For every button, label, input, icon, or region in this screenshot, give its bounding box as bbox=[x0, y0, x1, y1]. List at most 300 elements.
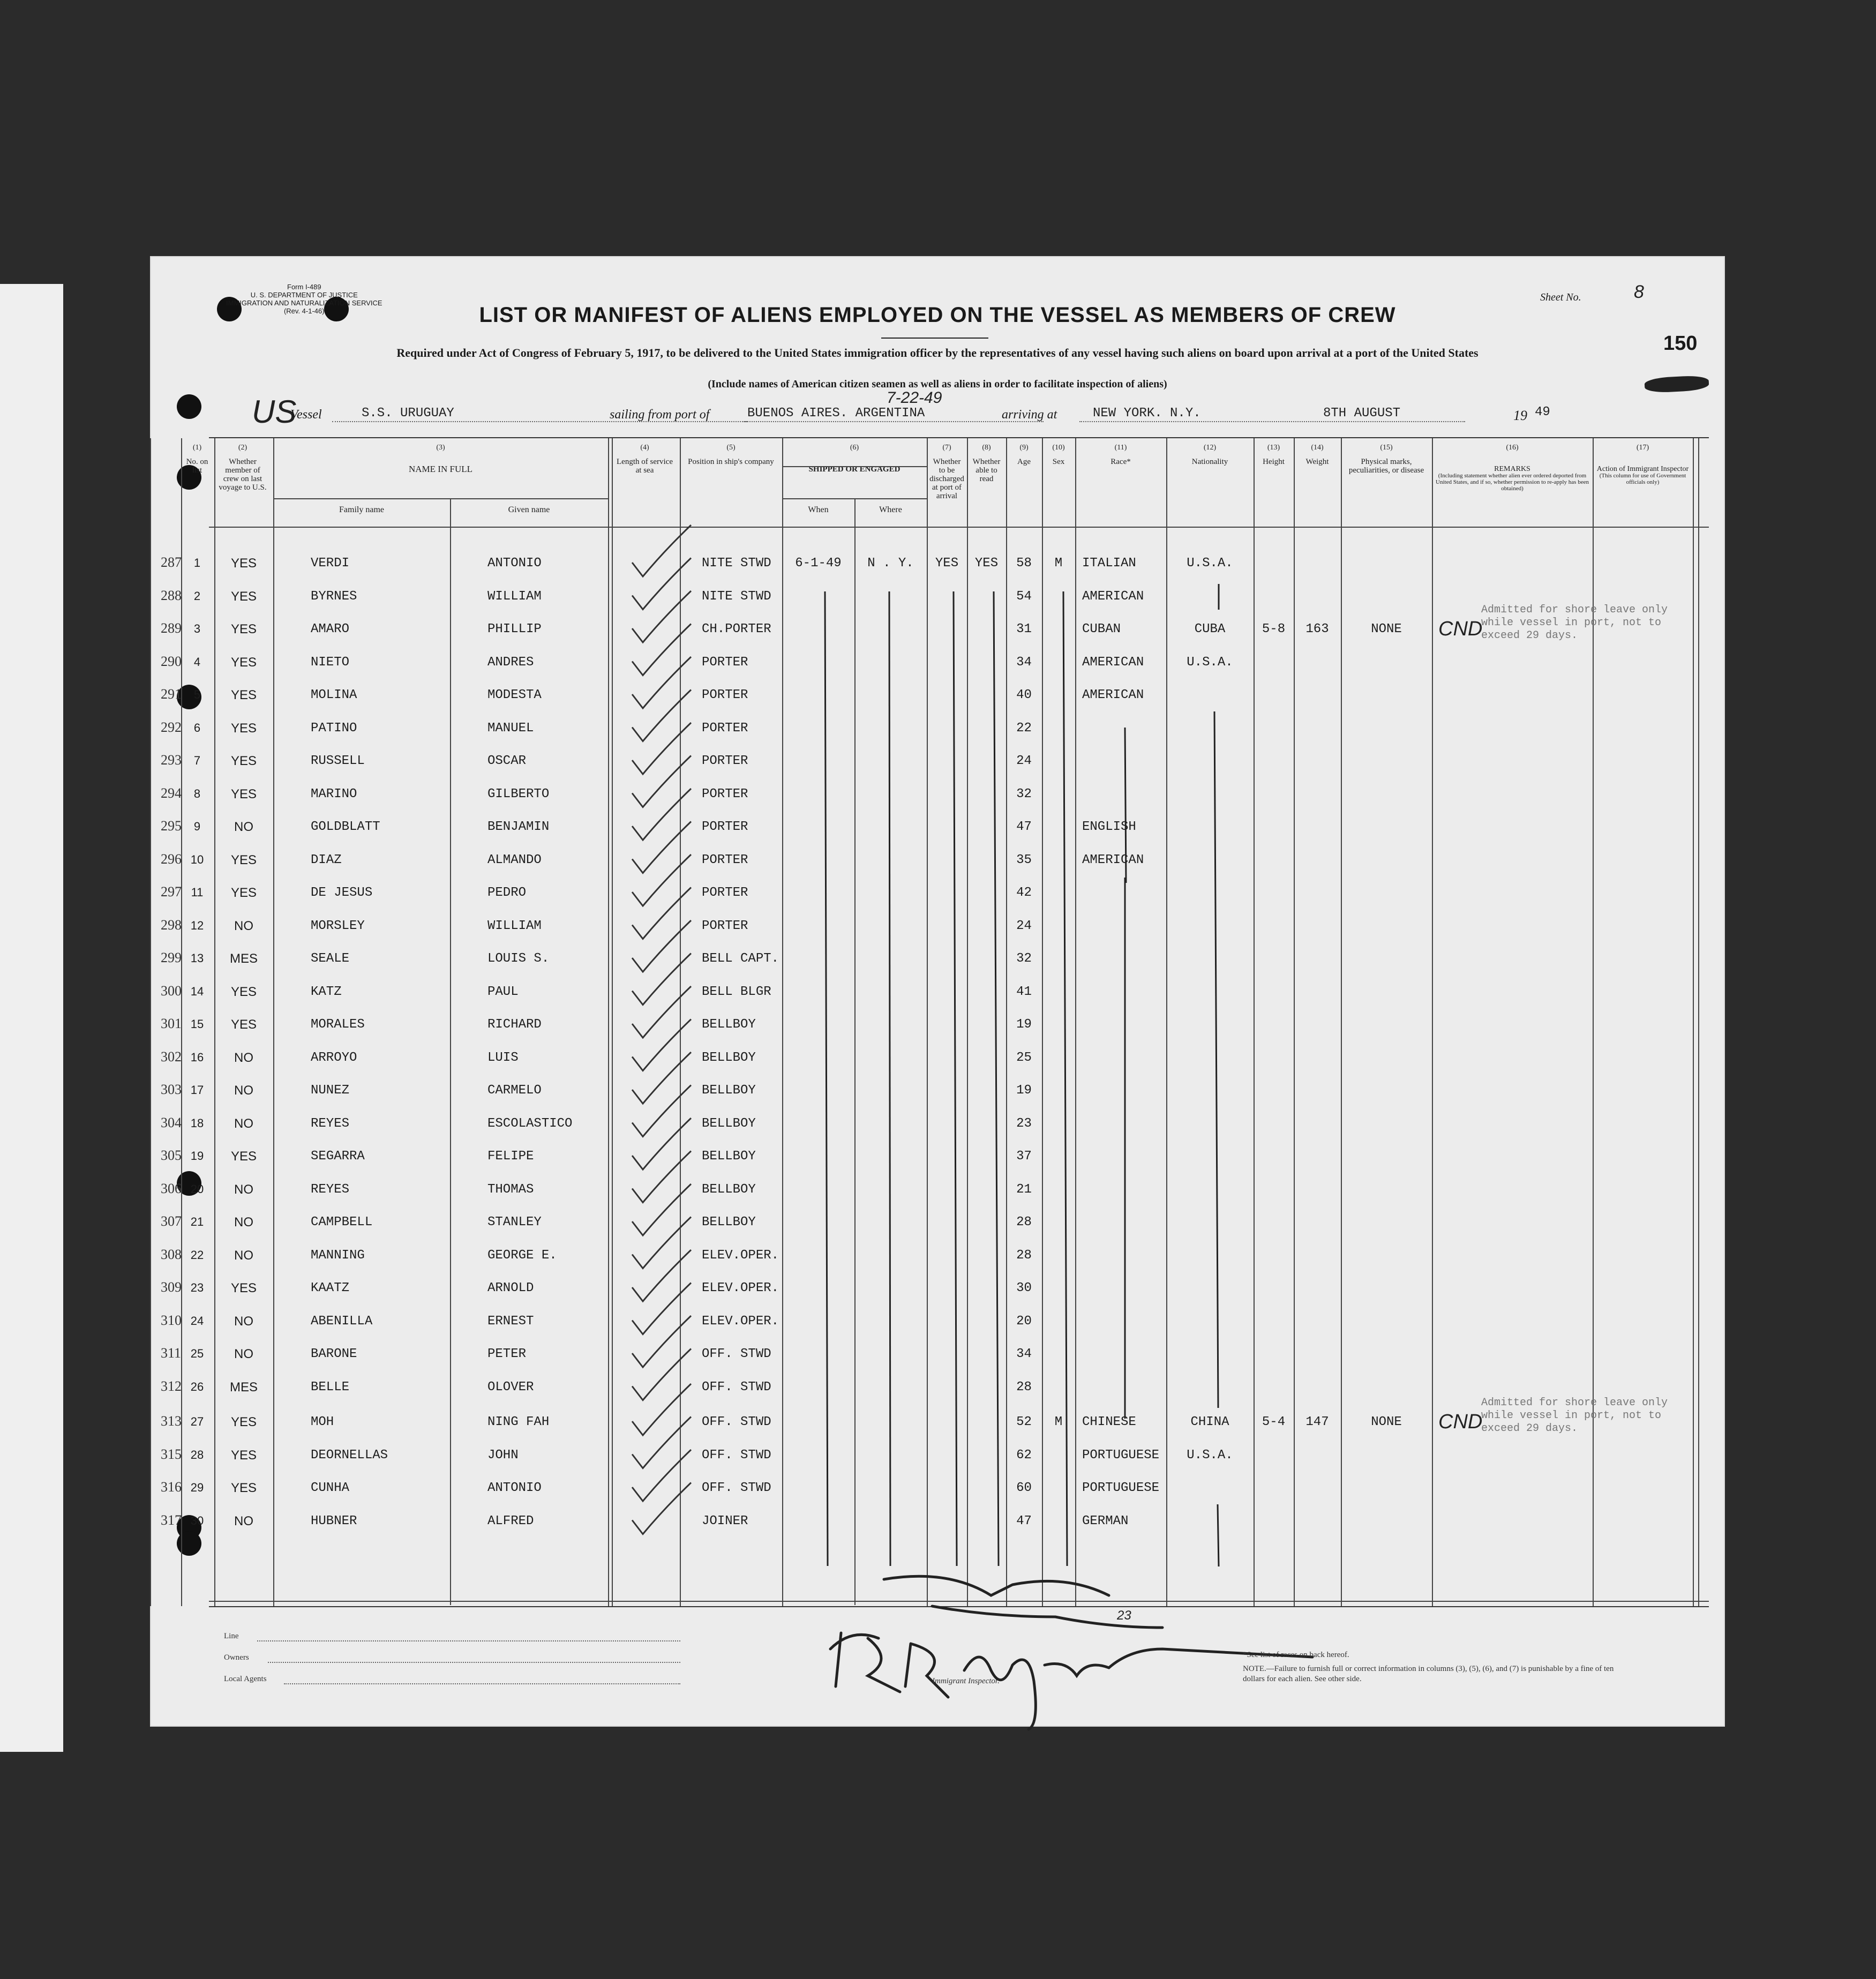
cell-no: 2 bbox=[193, 589, 201, 603]
form-department: U. S. DEPARTMENT OF JUSTICE bbox=[250, 291, 358, 299]
stamp-number: 150 bbox=[1663, 332, 1698, 355]
cell-family: GOLDBLATT bbox=[311, 820, 380, 834]
cell-race: AMERICAN bbox=[1082, 852, 1144, 867]
line-number: 304 bbox=[161, 1114, 182, 1130]
line-number: 309 bbox=[161, 1279, 182, 1295]
column-number-c9: (9) bbox=[1019, 444, 1029, 452]
cell-family: MARINO bbox=[311, 786, 357, 801]
cell-family: SEALE bbox=[311, 951, 350, 966]
cell-given: FELIPE bbox=[487, 1149, 534, 1164]
cell-last: YES bbox=[230, 688, 257, 702]
cell-last: NO bbox=[234, 1182, 253, 1197]
cell-position: BELLBOY bbox=[702, 1182, 756, 1197]
cell-last: YES bbox=[230, 1415, 257, 1429]
line-number: 315 bbox=[161, 1446, 182, 1462]
form-service: IMMIGRATION AND NATURALIZATION SERVICE bbox=[226, 299, 382, 307]
column-header-c16: REMARKS bbox=[1494, 465, 1530, 473]
cell-no: 18 bbox=[190, 1116, 204, 1130]
cell-race: AMERICAN bbox=[1082, 589, 1144, 604]
cell-weight: 163 bbox=[1305, 622, 1329, 636]
cell-no: 4 bbox=[193, 655, 201, 669]
cell-last: NO bbox=[234, 918, 253, 933]
cell-last: NO bbox=[234, 820, 253, 834]
cell-disch: YES bbox=[935, 556, 959, 571]
cell-age: 40 bbox=[1016, 688, 1032, 702]
cell-position: PORTER bbox=[702, 918, 748, 933]
column-subheader-c6a: When bbox=[808, 505, 829, 514]
cell-given: OLOVER bbox=[487, 1380, 534, 1395]
cell-race: AMERICAN bbox=[1082, 688, 1144, 702]
column-number-c3: (3) bbox=[436, 444, 445, 452]
cell-position: PORTER bbox=[702, 786, 748, 801]
cell-given: LOUIS S. bbox=[487, 951, 550, 966]
cell-family: MORSLEY bbox=[311, 918, 365, 933]
cell-no: 22 bbox=[190, 1248, 204, 1262]
cell-age: 34 bbox=[1016, 1347, 1032, 1361]
cell-given: ANDRES bbox=[487, 655, 534, 670]
cell-family: PATINO bbox=[311, 721, 357, 736]
cell-last: YES bbox=[230, 1281, 257, 1295]
line-number: 305 bbox=[161, 1148, 182, 1163]
cell-last: YES bbox=[230, 721, 257, 736]
cell-given: RICHARD bbox=[487, 1017, 542, 1032]
cell-last: YES bbox=[230, 1149, 257, 1164]
cell-age: 19 bbox=[1016, 1017, 1032, 1032]
line-number: 294 bbox=[161, 785, 182, 801]
cell-last: YES bbox=[230, 1017, 257, 1032]
cell-no: 21 bbox=[190, 1215, 204, 1228]
cell-family: NIETO bbox=[311, 655, 350, 670]
cell-position: OFF. STWD bbox=[702, 1481, 771, 1495]
cell-remarks: Admitted for shore leave only while vessel in port, not to exceed 29 days. bbox=[1481, 604, 1668, 642]
cell-age: 35 bbox=[1016, 852, 1032, 867]
cell-position: PORTER bbox=[702, 886, 748, 900]
column-header-c9: Age bbox=[1017, 458, 1031, 466]
cell-position: ELEV.OPER. bbox=[702, 1314, 779, 1329]
line-number: 299 bbox=[161, 950, 182, 965]
us-mark: US bbox=[252, 394, 297, 430]
cell-race: PORTUGUESE bbox=[1082, 1448, 1160, 1463]
fine-note: NOTE.—Failure to furnish full or correct information in columns (3), (5), (6), and (7) is punishable by a fine of ten dollars for each alien. See other side. bbox=[1243, 1665, 1614, 1683]
arrival-year: 49 bbox=[1535, 405, 1550, 419]
cell-when: 6-1-49 bbox=[795, 556, 842, 571]
column-number-c12: (12) bbox=[1203, 444, 1217, 452]
cell-family: BARONE bbox=[311, 1347, 357, 1361]
cell-last: YES bbox=[230, 984, 257, 999]
line-number: 290 bbox=[161, 653, 182, 669]
cell-position: NITE STWD bbox=[702, 589, 771, 604]
cell-age: 32 bbox=[1016, 951, 1032, 966]
from-port: BUENOS AIRES. ARGENTINA bbox=[747, 406, 925, 421]
line-number: 296 bbox=[161, 851, 182, 867]
cell-no: 11 bbox=[191, 886, 204, 899]
cell-given: WILLIAM bbox=[487, 918, 542, 933]
line-number: 287 bbox=[161, 554, 182, 570]
cell-sex: M bbox=[1054, 1415, 1063, 1429]
cell-given: ANTONIO bbox=[487, 1481, 542, 1495]
cell-given: ANTONIO bbox=[487, 556, 542, 571]
cell-family: CUNHA bbox=[311, 1481, 350, 1495]
ditto-lines bbox=[150, 256, 1725, 1727]
cell-age: 47 bbox=[1016, 820, 1032, 834]
line-number: 307 bbox=[161, 1213, 182, 1229]
cell-last: NO bbox=[234, 1050, 253, 1065]
cell-last: NO bbox=[234, 1083, 253, 1098]
cell-age: 30 bbox=[1016, 1281, 1032, 1295]
cell-given: ERNEST bbox=[487, 1314, 534, 1329]
cell-family: ARROYO bbox=[311, 1050, 357, 1065]
cell-last: YES bbox=[230, 886, 257, 900]
line-number: 311 bbox=[161, 1345, 182, 1361]
cell-last: YES bbox=[230, 655, 257, 670]
page-subtitle: Required under Act of Congress of February 5, 1917, to be delivered to the United States immigration officer by the representatives of any vessel having such aliens on board upon arrival at a port of the United States bbox=[396, 346, 1479, 359]
cell-last: NO bbox=[234, 1215, 253, 1230]
cell-last: NO bbox=[234, 1347, 253, 1361]
cell-position: BELLBOY bbox=[702, 1116, 756, 1131]
line-label: Line bbox=[224, 1632, 239, 1640]
line-number: 310 bbox=[161, 1312, 182, 1328]
cell-family: MORALES bbox=[311, 1017, 365, 1032]
column-header-c10: Sex bbox=[1052, 458, 1065, 466]
cell-no: 27 bbox=[190, 1415, 204, 1428]
column-header-c17: Action of Immigrant Inspector bbox=[1596, 465, 1689, 473]
cell-age: 20 bbox=[1016, 1314, 1032, 1329]
cell-family: BELLE bbox=[311, 1380, 350, 1395]
cell-no: 14 bbox=[190, 984, 204, 998]
cell-no: 15 bbox=[190, 1017, 204, 1031]
cell-age: 34 bbox=[1016, 655, 1032, 670]
column-number-c7: (7) bbox=[942, 444, 951, 452]
column-note-c16b: (Including statement whether alien ever ordered deported from United States, and if so, whether permission to re-apply has been obtained) bbox=[1436, 473, 1589, 492]
cell-age: 25 bbox=[1016, 1050, 1032, 1065]
column-header-c12: Nationality bbox=[1191, 458, 1228, 466]
cell-remarks: Admitted for shore leave only while vessel in port, not to exceed 29 days. bbox=[1481, 1397, 1668, 1435]
cell-position: BELL BLGR bbox=[702, 984, 771, 999]
count-note: 23 bbox=[1117, 1608, 1131, 1623]
cell-position: OFF. STWD bbox=[702, 1415, 771, 1429]
cell-no: 26 bbox=[190, 1380, 204, 1393]
cell-given: PHILLIP bbox=[487, 622, 542, 636]
inspector-signature bbox=[787, 1563, 1323, 1735]
column-note-c17b: (This column for use of Government officials only) bbox=[1599, 473, 1686, 485]
column-header-c8: Whether able to read bbox=[972, 458, 1001, 483]
owners-label: Owners bbox=[224, 1653, 249, 1662]
cell-position: PORTER bbox=[702, 754, 748, 768]
cell-last: YES bbox=[230, 1448, 257, 1463]
cell-race: ITALIAN bbox=[1082, 556, 1136, 571]
cell-family: MOLINA bbox=[311, 688, 357, 702]
cell-no: 19 bbox=[190, 1149, 204, 1163]
cell-position: OFF. STWD bbox=[702, 1448, 771, 1463]
cell-no: 9 bbox=[193, 820, 201, 833]
cell-given: MODESTA bbox=[487, 688, 542, 702]
manifest-sheet bbox=[150, 256, 1725, 1727]
cell-last: NO bbox=[234, 1513, 253, 1528]
cell-given: ESCOLASTICO bbox=[487, 1116, 573, 1131]
cell-given: ALFRED bbox=[487, 1513, 534, 1528]
cell-given: NING FAH bbox=[487, 1415, 550, 1429]
cell-race: GERMAN bbox=[1082, 1513, 1129, 1528]
vessel-name: S.S. URUGUAY bbox=[362, 406, 454, 421]
cell-last: MES bbox=[229, 1380, 258, 1395]
cell-no: 13 bbox=[190, 951, 204, 965]
cell-no: 23 bbox=[190, 1281, 204, 1294]
column-header-c15: Physical marks, peculiarities, or disease bbox=[1348, 458, 1424, 475]
column-number-c5: (5) bbox=[726, 444, 736, 452]
inspector-mark: CND bbox=[1438, 618, 1483, 640]
vessel-label: Vessel bbox=[290, 408, 322, 422]
arriving-label: arriving at bbox=[1002, 408, 1057, 422]
cell-family: MOH bbox=[311, 1415, 334, 1429]
cell-race: PORTUGUESE bbox=[1082, 1481, 1160, 1495]
cell-given: GEORGE E. bbox=[487, 1248, 557, 1263]
inspector-label: Immigrant Inspector. bbox=[932, 1677, 1000, 1685]
inspector-mark: CND bbox=[1438, 1411, 1483, 1433]
cell-last: MES bbox=[229, 951, 258, 966]
column-subheader-c3a: Family name bbox=[339, 505, 384, 514]
cell-family: NUNEZ bbox=[311, 1083, 350, 1098]
cell-position: PORTER bbox=[702, 820, 748, 834]
cell-given: STANLEY bbox=[487, 1215, 542, 1230]
cell-given: GILBERTO bbox=[487, 786, 550, 801]
column-number-c6: (6) bbox=[850, 444, 859, 452]
cell-given: WILLIAM bbox=[487, 589, 542, 604]
cell-position: BELL CAPT. bbox=[702, 951, 779, 966]
sailing-label: sailing from port of bbox=[610, 408, 710, 422]
arrival-port: NEW YORK. N.Y. bbox=[1093, 406, 1201, 421]
cell-family: KAATZ bbox=[311, 1281, 350, 1295]
cell-race: CHINESE bbox=[1082, 1415, 1136, 1429]
cell-family: REYES bbox=[311, 1116, 350, 1131]
cell-position: NITE STWD bbox=[702, 556, 771, 571]
cell-no: 24 bbox=[190, 1314, 204, 1328]
line-number: 312 bbox=[161, 1378, 182, 1394]
cell-weight: 147 bbox=[1305, 1415, 1329, 1429]
cell-last: YES bbox=[230, 556, 257, 571]
cell-no: 3 bbox=[193, 622, 201, 635]
cell-position: CH.PORTER bbox=[702, 622, 771, 636]
line-number: 289 bbox=[161, 620, 182, 636]
cell-position: PORTER bbox=[702, 688, 748, 702]
column-subheader-c3b: Given name bbox=[508, 505, 550, 514]
cell-no: 30 bbox=[190, 1513, 204, 1527]
cell-position: PORTER bbox=[702, 721, 748, 736]
column-header-c13: Height bbox=[1263, 458, 1285, 466]
cell-given: PEDRO bbox=[487, 886, 527, 900]
line-number: 288 bbox=[161, 587, 182, 603]
cell-nat: U.S.A. bbox=[1187, 556, 1233, 571]
cell-no: 7 bbox=[193, 754, 201, 767]
cell-family: VERDI bbox=[311, 556, 350, 571]
column-number-c16: (16) bbox=[1506, 444, 1519, 452]
line-number: 316 bbox=[161, 1479, 182, 1495]
column-number-c2: (2) bbox=[238, 444, 247, 452]
cell-no: 1 bbox=[193, 556, 201, 569]
cell-position: ELEV.OPER. bbox=[702, 1248, 779, 1263]
cell-given: LUIS bbox=[487, 1050, 519, 1065]
line-number: 293 bbox=[161, 752, 182, 768]
cell-no: 17 bbox=[190, 1083, 204, 1097]
line-number: 313 bbox=[161, 1413, 182, 1429]
cell-age: 42 bbox=[1016, 886, 1032, 900]
cell-given: THOMAS bbox=[487, 1182, 534, 1197]
cell-no: 25 bbox=[190, 1347, 204, 1360]
column-number-c1: (1) bbox=[192, 444, 202, 452]
cell-given: BENJAMIN bbox=[487, 820, 550, 834]
race-note: *See list of races on back hereof. bbox=[1243, 1651, 1349, 1659]
cell-family: CAMPBELL bbox=[311, 1215, 373, 1230]
cell-age: 23 bbox=[1016, 1116, 1032, 1131]
cell-family: DE JESUS bbox=[311, 886, 373, 900]
column-number-c17: (17) bbox=[1636, 444, 1649, 452]
cell-where: N . Y. bbox=[867, 556, 914, 571]
cell-no: 12 bbox=[190, 918, 204, 932]
cell-last: NO bbox=[234, 1314, 253, 1329]
cell-no: 8 bbox=[193, 786, 201, 800]
column-number-c13: (13) bbox=[1267, 444, 1280, 452]
line-number: 292 bbox=[161, 719, 182, 735]
cell-family: SEGARRA bbox=[311, 1149, 365, 1164]
cell-last: YES bbox=[230, 622, 257, 636]
cell-given: PETER bbox=[487, 1347, 527, 1361]
page-title: LIST OR MANIFEST OF ALIENS EMPLOYED ON THE VESSEL AS MEMBERS OF CREW bbox=[479, 303, 1396, 327]
cell-age: 21 bbox=[1016, 1182, 1032, 1197]
cell-sex: M bbox=[1054, 556, 1063, 571]
cell-position: BELLBOY bbox=[702, 1215, 756, 1230]
column-number-c15: (15) bbox=[1380, 444, 1393, 452]
line-number: 302 bbox=[161, 1048, 182, 1065]
cell-age: 60 bbox=[1016, 1481, 1032, 1495]
column-header-c5: Position in ship's company bbox=[688, 458, 774, 466]
cell-position: PORTER bbox=[702, 852, 748, 867]
cell-last: YES bbox=[230, 852, 257, 867]
column-number-c8: (8) bbox=[982, 444, 991, 452]
column-header-c7: Whether to be discharged at port of arrival bbox=[929, 458, 964, 500]
cell-age: 54 bbox=[1016, 589, 1032, 604]
cell-position: BELLBOY bbox=[702, 1017, 756, 1032]
cell-age: 32 bbox=[1016, 786, 1032, 801]
cell-age: 24 bbox=[1016, 918, 1032, 933]
sheet-number: 8 bbox=[1634, 282, 1644, 302]
cell-age: 28 bbox=[1016, 1215, 1032, 1230]
cell-age: 22 bbox=[1016, 721, 1032, 736]
column-header-c4: Length of service at sea bbox=[617, 458, 673, 475]
line-number: 291 bbox=[161, 686, 182, 702]
arrival-date: 8TH AUGUST bbox=[1323, 406, 1401, 421]
cell-nat: CHINA bbox=[1190, 1415, 1229, 1429]
cell-age: 28 bbox=[1016, 1380, 1032, 1395]
cell-height: 5-4 bbox=[1262, 1415, 1286, 1429]
cell-given: MANUEL bbox=[487, 721, 534, 736]
cell-position: BELLBOY bbox=[702, 1149, 756, 1164]
column-number-c14: (14) bbox=[1311, 444, 1324, 452]
cell-family: DEORNELLAS bbox=[311, 1448, 388, 1463]
cell-family: MANNING bbox=[311, 1248, 365, 1263]
cell-family: KATZ bbox=[311, 984, 342, 999]
cell-nat: U.S.A. bbox=[1187, 655, 1233, 670]
column-header-c11: Race* bbox=[1110, 458, 1131, 466]
cell-given: ARNOLD bbox=[487, 1281, 534, 1295]
sheet-label: Sheet No. bbox=[1540, 291, 1581, 303]
cell-height: 5-8 bbox=[1262, 622, 1286, 636]
cell-nat: CUBA bbox=[1194, 622, 1226, 636]
line-number: 295 bbox=[161, 818, 182, 834]
form-revision: (Rev. 4-1-46) bbox=[283, 307, 325, 315]
cell-last: YES bbox=[230, 1481, 257, 1495]
column-number-c10: (10) bbox=[1052, 444, 1065, 452]
cell-race: AMERICAN bbox=[1082, 655, 1144, 670]
cell-last: YES bbox=[230, 589, 257, 604]
cell-read: YES bbox=[974, 556, 999, 571]
page-subtitle-note: (Include names of American citizen seamen as well as aliens in order to facilitate inspection of aliens) bbox=[708, 378, 1167, 390]
cell-age: 19 bbox=[1016, 1083, 1032, 1098]
line-number: 298 bbox=[161, 917, 182, 933]
line-number: 306 bbox=[161, 1180, 182, 1196]
year-prefix: 19 bbox=[1513, 408, 1527, 423]
cell-age: 41 bbox=[1016, 984, 1032, 999]
cell-last: YES bbox=[230, 754, 257, 768]
cell-position: BELLBOY bbox=[702, 1083, 756, 1098]
cell-position: OFF. STWD bbox=[702, 1380, 771, 1395]
cell-family: RUSSELL bbox=[311, 754, 365, 768]
sailing-date-note: 7-22-49 bbox=[887, 389, 942, 407]
cell-nat: U.S.A. bbox=[1187, 1448, 1233, 1463]
cell-given: CARMELO bbox=[487, 1083, 542, 1098]
line-number: 301 bbox=[161, 1016, 182, 1031]
cell-position: BELLBOY bbox=[702, 1050, 756, 1065]
cell-family: ABENILLA bbox=[311, 1314, 373, 1329]
cell-no: 5 bbox=[193, 688, 201, 701]
cell-family: HUBNER bbox=[311, 1513, 357, 1528]
line-number: 308 bbox=[161, 1246, 182, 1262]
cell-no: 28 bbox=[190, 1448, 204, 1461]
line-number: 303 bbox=[161, 1082, 182, 1097]
column-header-c3: NAME IN FULL bbox=[409, 464, 472, 474]
cell-no: 20 bbox=[190, 1182, 204, 1196]
line-number: 297 bbox=[161, 884, 182, 899]
cell-position: PORTER bbox=[702, 655, 748, 670]
cell-last: YES bbox=[230, 786, 257, 801]
cell-position: JOINER bbox=[702, 1513, 748, 1528]
cell-last: NO bbox=[234, 1248, 253, 1263]
cell-age: 31 bbox=[1016, 622, 1032, 636]
column-header-c14: Weight bbox=[1305, 458, 1329, 466]
cell-age: 24 bbox=[1016, 754, 1032, 768]
cell-age: 37 bbox=[1016, 1149, 1032, 1164]
line-number: 317 bbox=[161, 1512, 182, 1528]
cell-family: AMARO bbox=[311, 622, 350, 636]
column-header-c6: SHIPPED OR ENGAGED bbox=[808, 465, 901, 474]
cell-given: JOHN bbox=[487, 1448, 519, 1463]
cell-marks: NONE bbox=[1371, 1415, 1402, 1429]
cell-age: 52 bbox=[1016, 1415, 1032, 1429]
cell-given: OSCAR bbox=[487, 754, 527, 768]
cell-family: REYES bbox=[311, 1182, 350, 1197]
cell-family: DIAZ bbox=[311, 852, 342, 867]
cell-marks: NONE bbox=[1371, 622, 1402, 636]
cell-age: 58 bbox=[1016, 556, 1032, 571]
line-number: 300 bbox=[161, 983, 182, 999]
agents-label: Local Agents bbox=[224, 1675, 267, 1683]
column-number-c11: (11) bbox=[1114, 444, 1127, 452]
cell-race: ENGLISH bbox=[1082, 820, 1136, 834]
cell-position: ELEV.OPER. bbox=[702, 1281, 779, 1295]
form-number: Form I-489 bbox=[287, 283, 321, 291]
cell-no: 10 bbox=[190, 852, 204, 866]
cell-given: ALMANDO bbox=[487, 852, 542, 867]
column-subheader-c6b: Where bbox=[879, 505, 902, 514]
cell-given: PAUL bbox=[487, 984, 519, 999]
